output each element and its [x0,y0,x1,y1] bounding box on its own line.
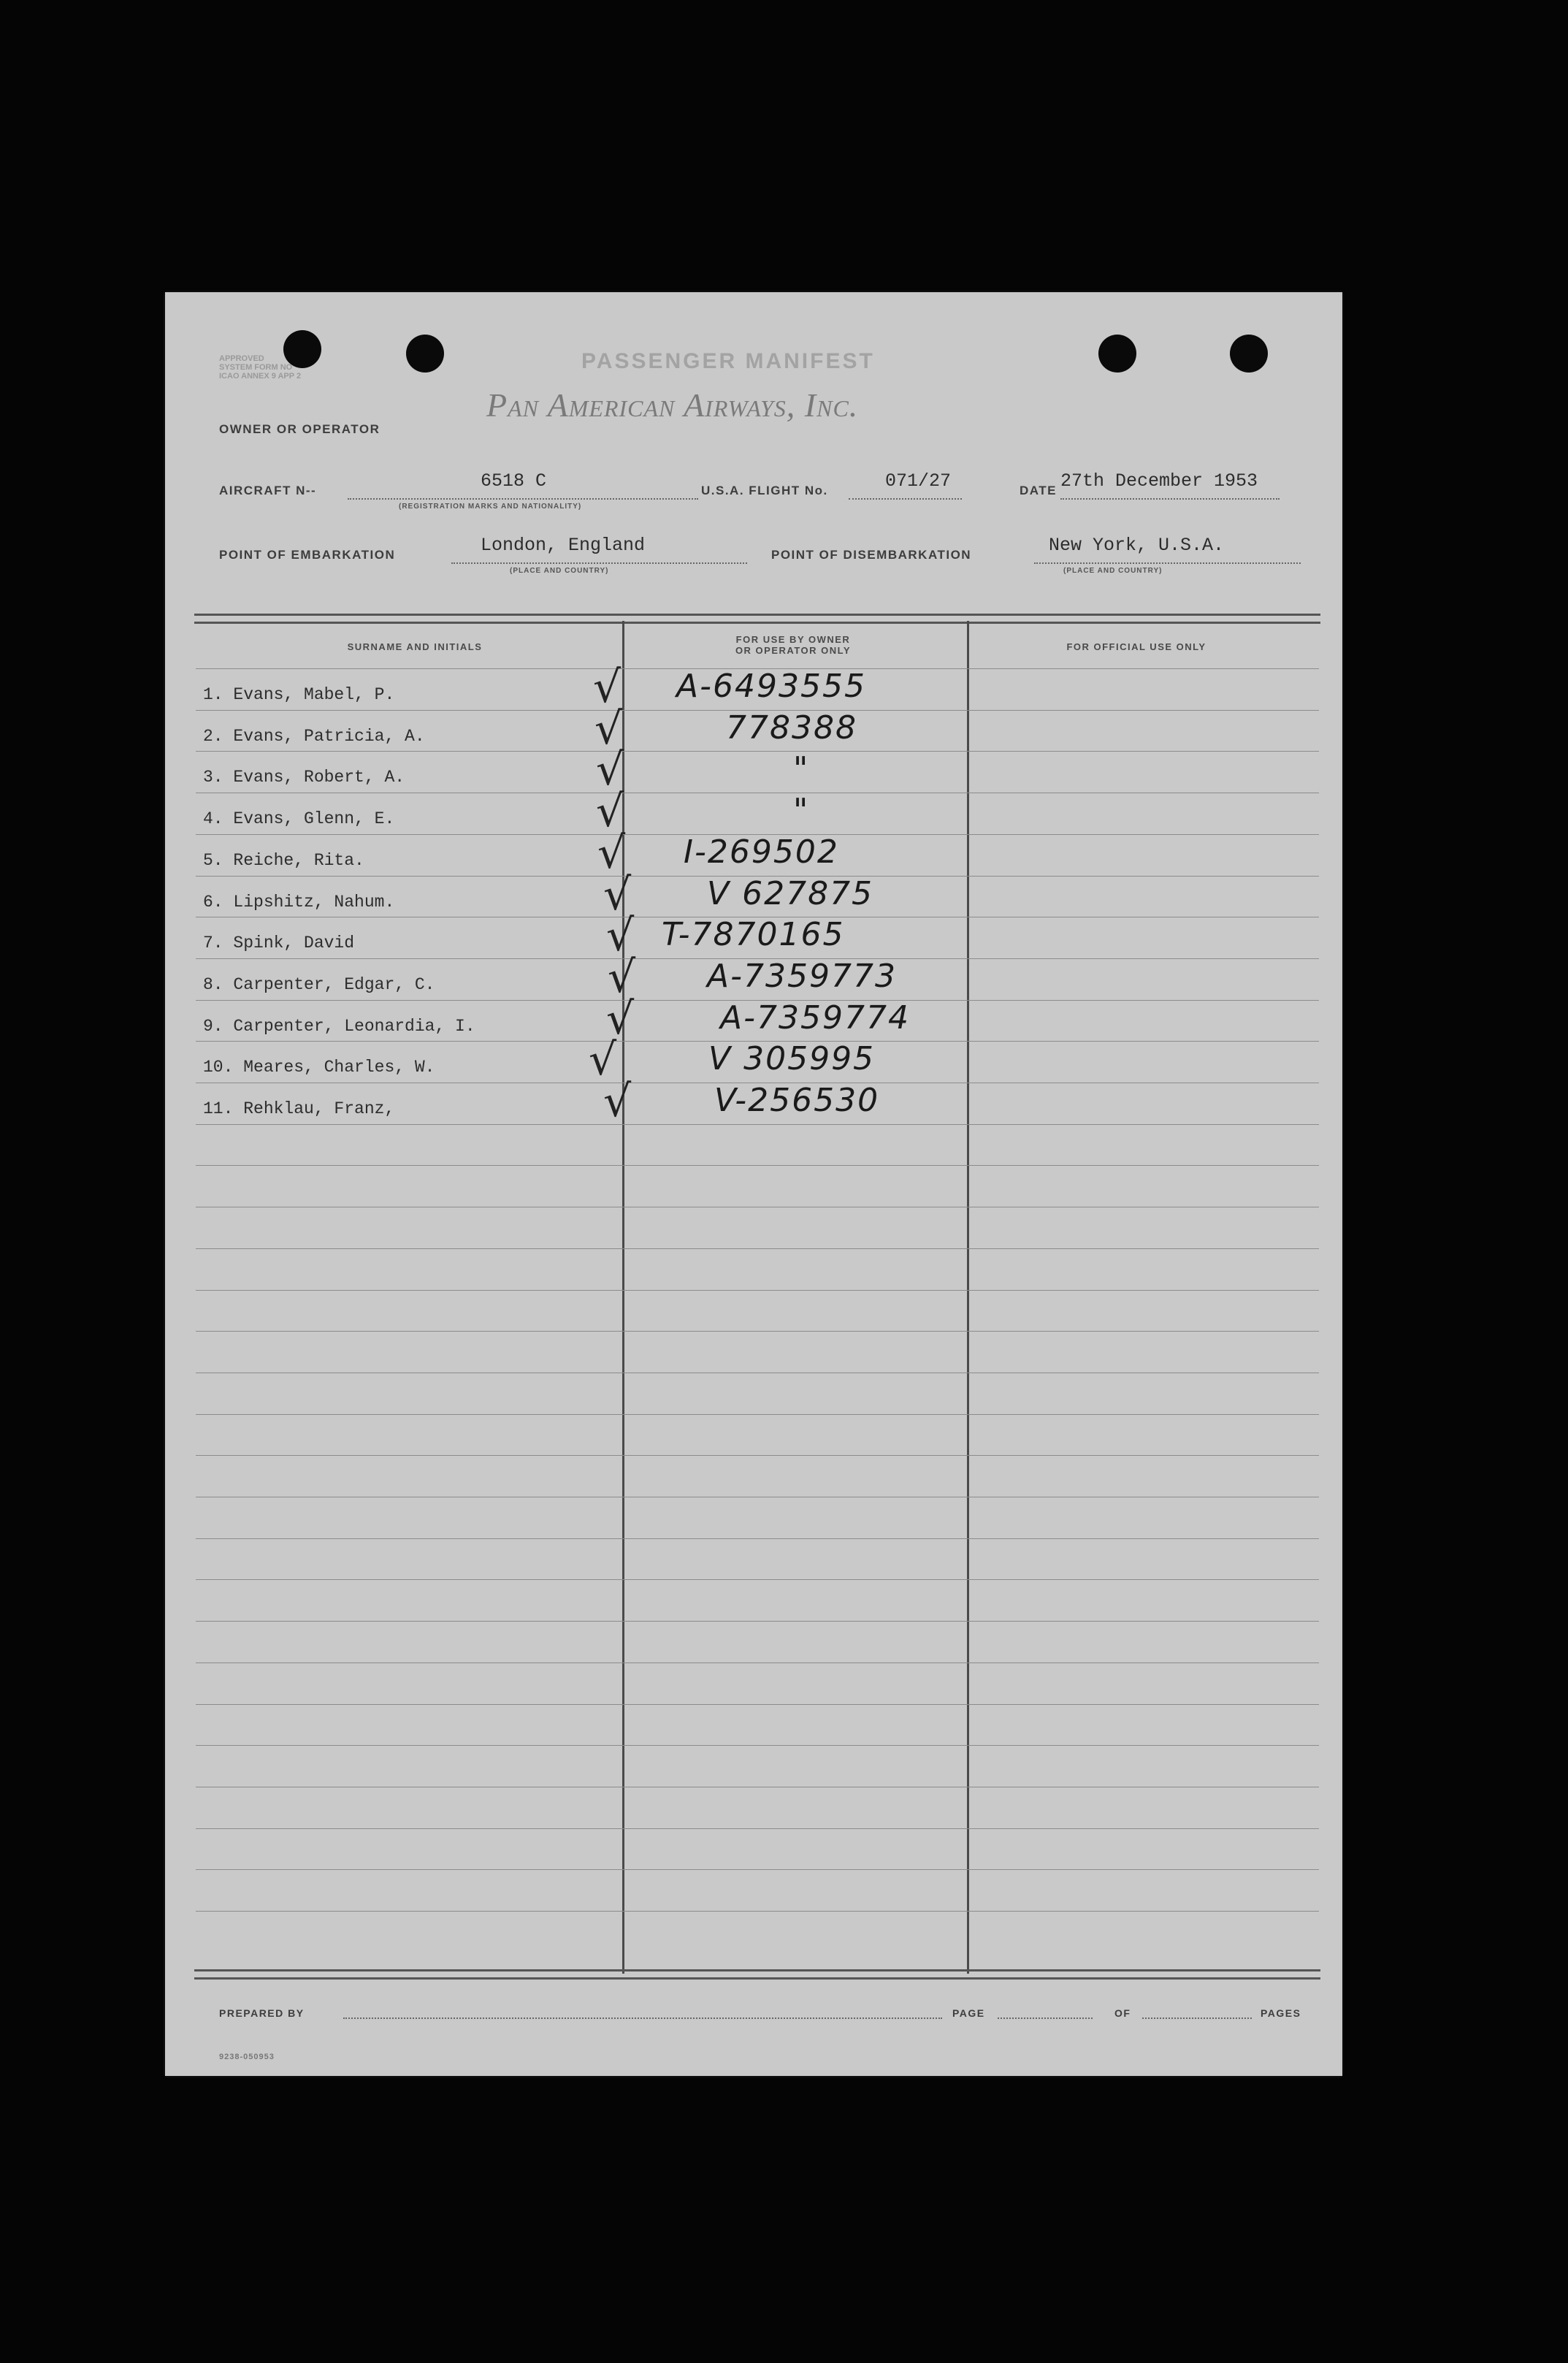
passenger-name: 5. Reiche, Rita. [203,851,364,870]
handwritten-passport-number: I-269502 [684,833,839,871]
punch-hole [1230,335,1268,373]
table-line [196,1290,1319,1291]
of-label: OF [1114,2007,1131,2019]
prepared-by-label: PREPARED BY [219,2007,305,2019]
date-label: DATE [1020,484,1058,497]
checkmark: √ [594,703,623,755]
page-underline [998,2017,1093,2019]
checkmark: √ [589,1034,617,1085]
table-line [196,1455,1319,1456]
header-names: SURNAME AND INITIALS [347,641,483,652]
column-divider [967,621,969,1974]
table-row [203,727,425,749]
flight-value: 071/27 [885,470,952,492]
handwritten-passport-number: V 305995 [708,1040,876,1077]
table-row [203,809,394,831]
page-label: PAGE [952,2007,985,2019]
passenger-name: 4. Evans, Glenn, E. [203,809,395,828]
table-top-rule [194,614,1320,624]
owner-label: OWNER OR OPERATOR [219,422,380,436]
passenger-name: 1. Evans, Mabel, P. [203,685,395,704]
table-line [196,1621,1319,1622]
checkmark: √ [597,828,626,879]
header-owner: FOR USE BY OWNER OR OPERATOR ONLY [735,634,852,656]
pages-label: PAGES [1261,2007,1301,2019]
table-line [196,1911,1319,1912]
aircraft-label: AIRCRAFT N-- [219,484,317,497]
punch-hole [406,335,444,373]
checkmark: √ [596,744,624,795]
disembark-sublabel: (PLACE AND COUNTRY) [1063,567,1163,575]
passenger-name: 3. Evans, Robert, A. [203,768,405,787]
flight-underline [849,498,962,500]
of-underline [1142,2017,1252,2019]
passenger-name: 11. Rehklau, Franz, [203,1099,395,1118]
embark-underline [451,562,747,564]
checkmark: √ [606,993,635,1045]
form-title: PASSENGER MANIFEST [581,349,875,373]
punch-hole [1098,335,1136,373]
table-row [203,851,364,873]
approval-stamp: APPROVED SYSTEM FORM NO ICAO ANNEX 9 APP 2 [219,354,302,381]
header-official: FOR OFFICIAL USE ONLY [1066,641,1206,652]
passenger-name: 2. Evans, Patricia, A. [203,727,425,746]
passenger-name: 8. Carpenter, Edgar, C. [203,975,435,994]
aircraft-value: 6518 C [481,470,547,492]
prepared-by-underline [343,2017,942,2019]
handwritten-passport-number: A-7359773 [707,958,897,995]
checkmark: √ [593,662,622,713]
table-row [203,1058,435,1080]
form-number: 9238-050953 [219,2053,275,2061]
checkmark: √ [596,786,624,837]
table-line [196,1414,1319,1415]
table-bottom-rule [194,1969,1320,1980]
table-line [196,1579,1319,1580]
checkmark: √ [608,952,636,1003]
checkmark: √ [603,1076,632,1127]
table-row [203,1017,475,1039]
checkmark: √ [606,910,635,961]
passenger-name: 6. Lipshitz, Nahum. [203,893,395,912]
date-underline [1060,498,1280,500]
aircraft-underline [348,498,698,500]
embark-value: London, England [481,535,646,556]
disembark-label: POINT OF DISEMBARKATION [771,548,972,562]
passenger-name: 10. Meares, Charles, W. [203,1058,435,1077]
table-line [196,1704,1319,1705]
handwritten-passport-number: V 627875 [707,875,874,912]
table-line [196,1538,1319,1539]
handwritten-passport-number: A-6493555 [676,668,866,705]
passenger-name: 7. Spink, David [203,934,355,953]
company-name: Pan American Airways, Inc. [486,386,859,424]
table-line [196,1165,1319,1166]
table-line [196,1248,1319,1249]
passenger-name: 9. Carpenter, Leonardia, I. [203,1017,475,1036]
table-row [203,934,354,955]
table-line [196,751,1319,752]
disembark-value: New York, U.S.A. [1049,535,1225,556]
embark-sublabel: (PLACE AND COUNTRY) [510,567,609,575]
table-row [203,768,405,790]
handwritten-passport-number: A-7359774 [720,999,910,1037]
aircraft-sublabel: (REGISTRATION MARKS AND NATIONALITY) [399,503,582,511]
disembark-underline [1034,562,1301,564]
table-line [196,1828,1319,1829]
table-row [203,685,394,707]
flight-label: U.S.A. FLIGHT No. [701,484,828,497]
embark-label: POINT OF EMBARKATION [219,548,396,562]
manifest-sheet [165,292,1342,2076]
table-row [203,893,394,915]
handwritten-passport-number: T-7870165 [662,916,845,953]
handwritten-passport-number: 778388 [726,709,857,747]
table-row [203,975,435,997]
handwritten-passport-number: " [793,750,810,787]
table-line [196,1745,1319,1746]
table-row [203,1099,394,1121]
table-line [196,1869,1319,1870]
table-line [196,1124,1319,1125]
handwritten-passport-number: " [793,792,810,829]
checkmark: √ [603,869,632,920]
table-line [196,1331,1319,1332]
date-value: 27th December 1953 [1060,470,1258,492]
handwritten-passport-number: V-256530 [714,1082,880,1119]
